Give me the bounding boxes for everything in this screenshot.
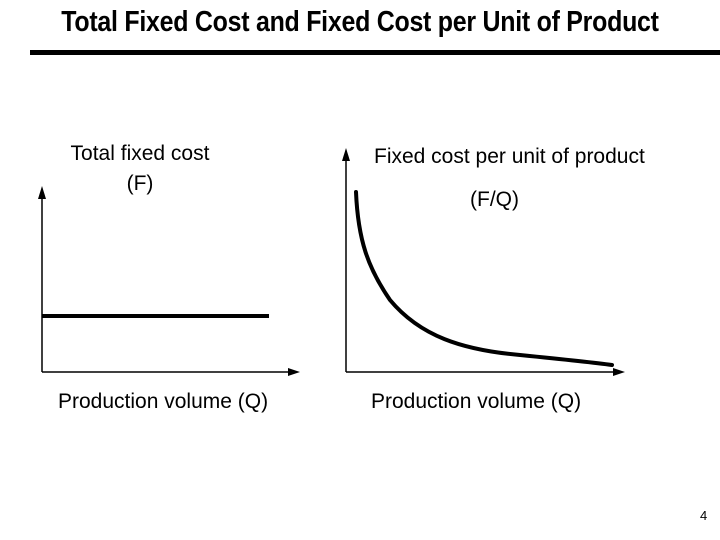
right-x-axis-arrow-icon xyxy=(613,368,625,376)
left-y-axis-label-line2: (F) xyxy=(126,172,154,195)
left-x-axis-arrow-icon xyxy=(288,368,300,376)
slide-title: Total Fixed Cost and Fixed Cost per Unit of Product xyxy=(61,6,659,38)
right-y-axis-label-unit: (F/Q) xyxy=(470,188,519,211)
right-x-axis-label: Production volume (Q) xyxy=(371,390,582,413)
left-y-axis-label-line1: Total fixed cost xyxy=(70,142,210,165)
left-y-axis-arrow-icon xyxy=(38,186,46,199)
page-number: 4 xyxy=(700,508,708,523)
left-x-axis-label: Production volume (Q) xyxy=(58,390,269,413)
fixed-cost-per-unit-curve xyxy=(356,192,612,365)
right-y-axis-arrow-icon xyxy=(342,148,350,161)
right-y-axis-label: Fixed cost per unit of product xyxy=(374,145,645,168)
right-axes xyxy=(342,148,625,376)
left-axes xyxy=(38,186,300,376)
